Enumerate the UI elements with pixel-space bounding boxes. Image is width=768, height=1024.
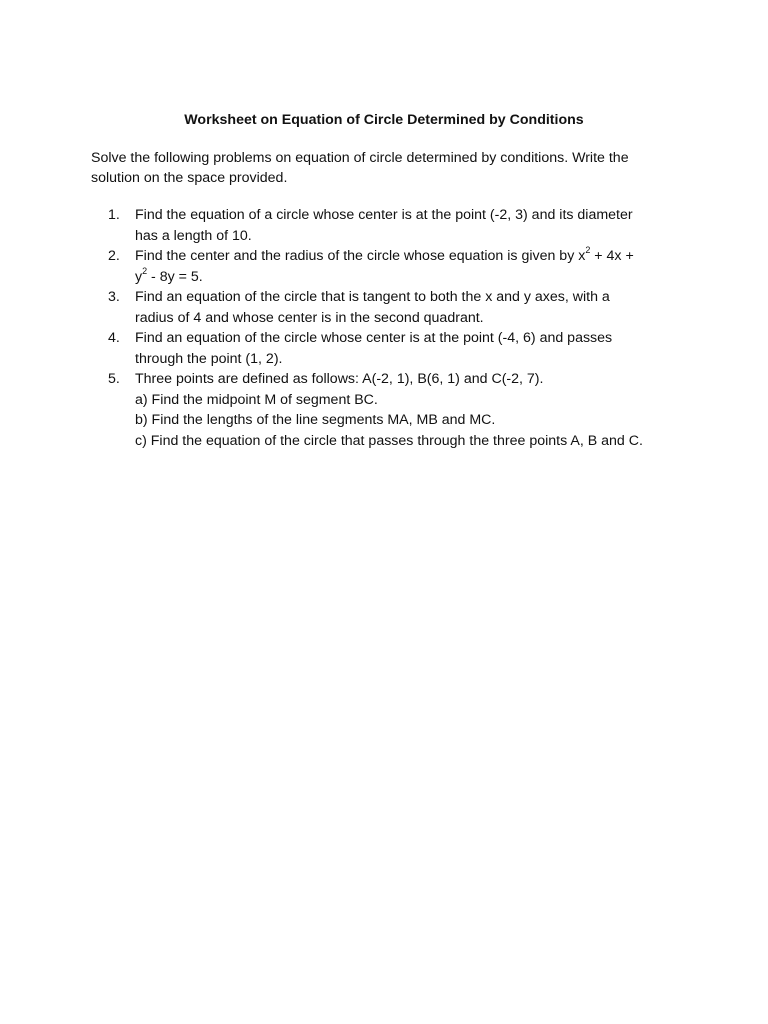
problem-text: y <box>135 268 143 285</box>
worksheet-title: Worksheet on Equation of Circle Determined by Conditions <box>184 112 584 128</box>
problem-number: 2. <box>108 248 120 264</box>
subproblem-c: c) Find the equation of the circle that passes through the three points A, B and C. <box>135 432 643 449</box>
problem-text-line-1 <box>135 246 708 267</box>
problem-5 <box>108 369 708 451</box>
problem-text: + 4x + <box>590 248 634 264</box>
instructions-line-1: Solve the following problems on equation of circle determined by conditions. Write the <box>91 150 629 166</box>
problem-number: 5. <box>108 371 120 387</box>
problem-number: 1. <box>108 207 120 223</box>
problem-text-line-1: Find an equation of the circle whose center is at the point (-4, 6) and passes <box>135 330 613 346</box>
problem-text-line-2 <box>135 267 708 288</box>
exponent: 2 <box>585 245 591 256</box>
problem-number: 4. <box>108 330 120 346</box>
problem-1 <box>108 205 708 246</box>
instructions <box>91 148 691 188</box>
subproblem-a: a) Find the midpoint M of segment BC. <box>135 391 378 408</box>
problem-text-line-2: radius of 4 and whose center is in the second quadrant. <box>135 309 484 326</box>
problem-text: - 8y = 5. <box>147 268 203 285</box>
problem-text-line-1: Three points are defined as follows: A(-2, 1), B(6, 1) and C(-2, 7). <box>135 371 544 387</box>
problem-number: 3. <box>108 289 120 305</box>
problem-text-line-2: has a length of 10. <box>135 227 252 244</box>
instructions-line-2: solution on the space provided. <box>91 170 288 186</box>
problem-4 <box>108 328 708 369</box>
problem-text-line-1: Find an equation of the circle that is tangent to both the x and y axes, with a <box>135 289 610 305</box>
problem-3 <box>108 287 708 328</box>
subproblem-b: b) Find the lengths of the line segments MA, MB and MC. <box>135 412 496 428</box>
problem-text-line-2: through the point (1, 2). <box>135 350 283 367</box>
problem-2 <box>108 246 708 287</box>
problem-text: Find the center and the radius of the circle whose equation is given by x <box>135 248 586 264</box>
problem-text-line-1: Find the equation of a circle whose center is at the point (-2, 3) and its diameter <box>135 207 633 223</box>
problem-list <box>108 205 708 451</box>
exponent: 2 <box>142 265 148 276</box>
